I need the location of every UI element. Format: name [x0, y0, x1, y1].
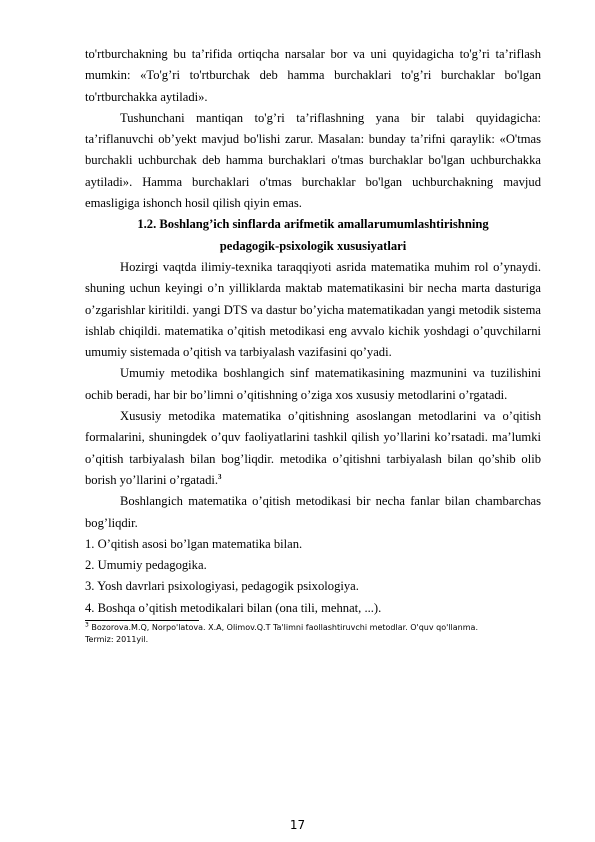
list-item-2: 2. Umumiy pedagogika.: [85, 558, 207, 573]
section-heading-line-2: pedagogik-psixologik xususiyatlari: [219, 238, 407, 253]
footnote: [85, 622, 505, 646]
paragraph-1: to'rtburchakning bu ta’rifida ortiqcha narsalar bor va uni quyidagicha to'g’ri ta’riflash mumkin: «To'g’ri to'rtburchak deb hamma burchaklari to'g’ri burchaklar bo'lgan to'rtburchakka aytiladi».: [85, 47, 541, 104]
paragraph-3: Hozirgi vaqtda ilimiy-texnika taraqqiyoti asrida matematika muhim rol o’ynaydi. shuning uchun keyingi o’n yilliklarda maktab matematikasini bir necha marta dasturiga o’zgarishlar kiritildi. yangi DTS va dastur bo’yicha matematikadan yangi metodik sistema ishlab chiqildi. matematika o’qitish metodikasi eng avvalo kichik yoshdagi o’quvchilarni umumiy sistemada o’qitish va tarbiyalash vazifasini qo’yadi.: [85, 259, 541, 360]
footnote-divider: [85, 620, 199, 621]
section-heading-line-1: 1.2. Boshlang’ich sinflarda arifmetik amallarumumlashtirishning: [137, 217, 489, 232]
paragraph-6: Boshlangich matematika o’qitish metodikasi bir necha fanlar bilan chambarchas bog’liqdir.: [85, 494, 541, 530]
list-item-1: 1. O’qitish asosi bo’lgan matematika bilan.: [85, 536, 303, 551]
paragraph-2: Tushunchani mantiqan to'g’ri ta’riflashning yana bir talabi quyidagicha: ta’riflanuvchi ob’yekt mavjud bo'lishi zarur. Masalan: bunday ta’rifni qaraylik: «O'tmas burchakli uchburchak deb hamma burchaklari o'tmas burchaklar bo'lgan uchburchakka aytiladi». Hamma burchaklari o'tmas burchaklar bo'lgan uchburchakning mavjud emasligiga ishonch hosil qilish qiyin emas.: [85, 110, 541, 211]
document-page: [85, 44, 541, 646]
list-item-3: 3. Yosh davrlari psixologiyasi, pedagogik psixologiya.: [85, 579, 359, 594]
footnote-marker: 3: [85, 621, 89, 629]
paragraph-5: [85, 406, 541, 491]
page-number: 17: [289, 818, 306, 832]
footnote-text: Bozorova.M.Q, Norpo'latova. X.A, Olimov.Q.T Ta'limni faollashtiruvchi metodlar. O'quv qo'llanma. Termiz: 2011yil.: [85, 623, 478, 645]
list-item-4: 4. Boshqa o’qitish metodikalari bilan (ona tili, mehnat, ...).: [85, 600, 382, 615]
footnote-reference[interactable]: 3: [218, 472, 222, 481]
paragraph-4: Umumiy metodika boshlangich sinf matematikasining mazmunini va tuzilishini ochib beradi, har bir bo’limni o’qitishning o’ziga xos xususiy metodlarini o’rgatadi.: [85, 366, 541, 402]
paragraph-5-text: Xususiy metodika matematika o’qitishning asoslangan metodlarini va o’qitish formalarini, shuningdek o’quv faoliyatlarini tashkil qilish yo’llarini ko’rsatadi. ma’lumki o’qitish tarbiyalash bilan bog’liqdir. metodika o’qitishni tarbiyalash bilan qo’shib olib borish yo’llarini o’rgatadi.: [85, 409, 541, 487]
